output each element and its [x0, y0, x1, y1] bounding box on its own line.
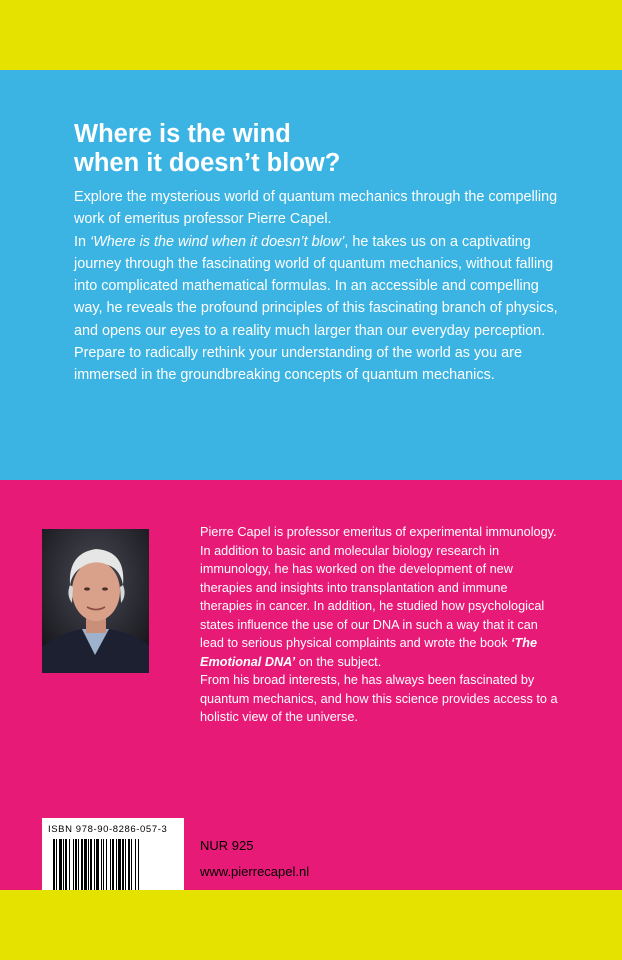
book-title-quote: ‘Where is the wind when it doesn’t blow’: [90, 233, 345, 250]
nur-code: NUR 925: [200, 838, 254, 853]
author-photo: [42, 529, 149, 673]
bottom-yellow-band: [0, 890, 622, 960]
website-url: www.pierrecapel.nl: [200, 864, 310, 879]
title-line: when it doesn’t blow?: [74, 149, 341, 177]
description-paragraph: [74, 231, 560, 387]
book-description: [74, 186, 560, 387]
description-text: , he takes us on a captivating journey through the fascinating world of quantum mechanics, without falling into complicated mathematical formulas. In an accessible and compelling way, he reveals the profound principles of this fascinating branch of physics, and opens our eyes to a reality much larger than our everyday perception. Prepare to radically rethink your understanding of the world as you are immersed in the groundbreaking concepts of quantum mechanics.: [74, 233, 558, 384]
bio-text: on the subject.: [295, 654, 382, 669]
description-paragraph: Explore the mysterious world of quantum mechanics through the compelling work of emeritus professor Pierre Capel.: [74, 189, 558, 228]
bio-text: Pierre Capel is professor emeritus of experimental immunology. In addition to basic and molecular biology research in immunology, he has worked on the development of new therapies and insights into transplantation and immune therapies in cancer. In addition, he studied how psychological states influence the use of our DNA in such a way that it can lead to serious physical complaints and wrote the book: [200, 525, 557, 650]
bio-paragraph: From his broad interests, he has always been fascinated by quantum mechanics, and how this science provides access to a holistic view of the universe.: [200, 673, 558, 724]
author-bio: [200, 523, 560, 727]
top-yellow-band: [0, 0, 622, 70]
book-title: [74, 120, 554, 178]
book-reference: ‘The Emotional DNA’: [200, 636, 538, 669]
description-prefix: In: [74, 233, 90, 250]
bio-paragraph: [200, 523, 560, 671]
isbn-number: ISBN 978-90-8286-057-3: [48, 824, 168, 835]
title-line: Where is the wind: [74, 120, 291, 148]
